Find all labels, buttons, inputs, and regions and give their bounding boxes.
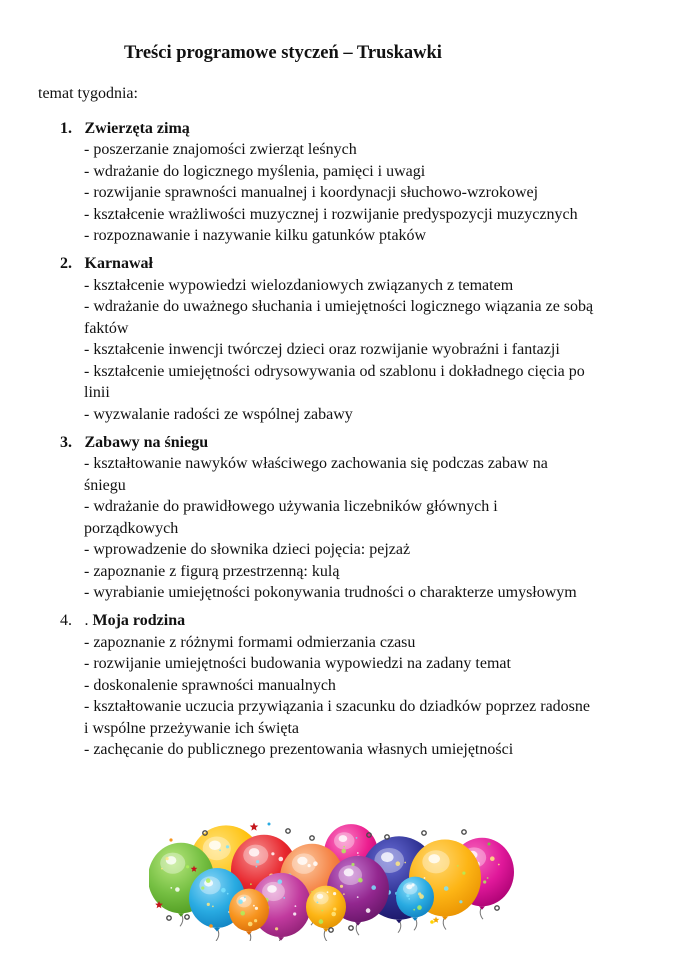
program-item-line: - wprowadzenie do słownika dzieci pojęcia: pejzaż — [84, 541, 411, 558]
sparkle-dot — [459, 900, 462, 903]
sparkle-dot — [244, 896, 246, 898]
section-number: 3. — [60, 433, 72, 451]
sparkle-dot — [444, 886, 449, 891]
section-heading-text: Moja rodzina — [92, 612, 186, 629]
sparkle-dot — [396, 861, 401, 866]
sparkle-dot — [404, 862, 406, 864]
program-section-4 — [0, 610, 673, 761]
program-item-line: - wyzwalanie radości ze wspólnej zabawy — [84, 405, 353, 423]
sparkle-dot — [333, 892, 336, 895]
sparkle-dot — [333, 908, 336, 911]
program-item-line: - rozpoznawanie i nazywanie kilku gatunków ptaków — [84, 227, 427, 244]
section-heading-line — [0, 118, 673, 140]
confetti-donut — [286, 829, 290, 833]
section-heading-text: Zabawy na śniegu — [84, 433, 209, 451]
confetti-dot — [430, 920, 434, 924]
confetti-donut — [167, 916, 171, 920]
program-item-line: - kształcenie umiejętności odrysowywania od szablonu i dokładnego cięcia po — [84, 362, 585, 380]
sparkle-dot — [201, 886, 204, 889]
section-number: 2. — [60, 255, 72, 272]
balloon-gold-small — [306, 886, 346, 941]
sparkle-dot — [254, 919, 257, 922]
balloon-cyan-small — [396, 877, 434, 931]
program-item-line: - zachęcanie do publicznego prezentowania własnych umiejętności — [84, 741, 514, 758]
program-item-line: - kształcenie wypowiedzi wielozdaniowych związanych z tematem — [84, 276, 514, 294]
sparkle-dot — [212, 906, 214, 908]
sparkle-dot — [253, 905, 255, 907]
section-heading-text: Zwierzęta zimą — [84, 119, 190, 137]
sparkle-dot — [424, 877, 426, 879]
program-item-line: - wdrażanie do logicznego myślenia, pamięci i uwagi — [84, 162, 426, 180]
program-sections — [0, 118, 673, 761]
week-topic-label: temat tygodnia: — [38, 85, 138, 102]
program-item-line: - wdrażanie do uważnego słuchania i umiejętności logicznego wiązania ze sobą — [84, 298, 594, 315]
sparkle-dot — [186, 865, 189, 868]
sparkle-dot — [441, 868, 443, 870]
program-item-line: śniegu — [84, 476, 126, 494]
program-item-line: - doskonalenie sprawności manualnych — [84, 676, 336, 694]
sparkle-dot — [240, 911, 245, 916]
program-item-line: - poszerzanie znajomości zwierząt leśnych — [84, 141, 357, 158]
sparkle-dot — [351, 863, 354, 866]
sparkle-dot — [357, 896, 359, 898]
sparkle-dot — [206, 878, 211, 883]
program-item-line: linii — [84, 384, 110, 401]
sparkle-dot — [313, 861, 318, 866]
confetti-donut — [310, 836, 314, 840]
sparkle-dot — [250, 883, 252, 885]
sparkle-dot — [327, 891, 329, 893]
sparkle-dot — [256, 866, 258, 868]
sparkle-dot — [356, 837, 358, 839]
confetti-donut — [495, 906, 499, 910]
program-item-line: - zapoznanie z różnymi formami odmierzania czasu — [84, 633, 416, 651]
section-heading-line — [0, 610, 673, 632]
sparkle-dot — [248, 922, 253, 927]
sparkle-dot — [408, 898, 410, 900]
confetti-dot — [169, 838, 172, 841]
sparkle-dot — [226, 845, 229, 848]
sparkle-dot — [366, 908, 371, 913]
confetti-donut — [185, 915, 189, 919]
program-section-1 — [0, 118, 673, 247]
sparkle-dot — [462, 872, 465, 875]
document-page — [0, 41, 673, 761]
confetti-star — [250, 823, 259, 831]
sparkle-dot — [319, 919, 324, 924]
sparkle-dot — [413, 909, 415, 911]
sparkle-dot — [317, 902, 319, 904]
sparkle-dot — [457, 865, 459, 867]
section-number: 1. — [60, 119, 72, 137]
confetti-donut — [329, 928, 333, 932]
confetti-dot — [209, 924, 213, 928]
sparkle-dot — [278, 879, 283, 884]
sparkle-dot — [271, 852, 274, 855]
section-heading-line — [0, 432, 673, 454]
confetti-donut — [385, 835, 389, 839]
sparkle-dot — [175, 887, 180, 892]
sparkle-dot — [343, 846, 345, 848]
sparkle-dot — [170, 887, 172, 889]
sparkle-dot — [221, 888, 226, 893]
sparkle-dot — [419, 894, 424, 899]
sparkle-dot — [308, 864, 311, 867]
sparkle-dot — [357, 852, 359, 854]
sparkle-dot — [295, 905, 297, 907]
sparkle-dot — [238, 899, 243, 904]
sparkle-dot — [417, 905, 422, 910]
confetti-dot — [268, 823, 271, 826]
sparkle-dot — [279, 857, 284, 862]
program-section-3 — [0, 432, 673, 604]
sparkle-dot — [498, 864, 500, 866]
sparkle-dot — [341, 849, 346, 854]
program-item-line: faktów — [84, 319, 129, 337]
sparkle-dot — [343, 893, 345, 895]
sparkle-dot — [483, 880, 486, 883]
sparkle-dot — [487, 877, 489, 879]
program-item-line: - wdrażanie do prawidłowego używania liczebników głównych i — [84, 498, 498, 515]
sparkle-dot — [411, 883, 414, 886]
sparkle-dot — [293, 912, 296, 915]
program-item-line: - kształcenie inwencji twórczej dzieci oraz rozwijanie wyobraźni i fantazji — [84, 341, 560, 358]
sparkle-dot — [219, 849, 221, 851]
sparkle-dot — [371, 885, 376, 890]
program-item-line: i wspólne przeżywanie ich święta — [84, 719, 300, 737]
confetti-dot — [488, 843, 491, 846]
sparkle-dot — [490, 856, 495, 861]
sparkle-dot — [207, 903, 210, 906]
sparkle-dot — [283, 897, 285, 899]
program-item-line: - kształcenie wrażliwości muzycznej i rozwijanie predyspozycji muzycznych — [84, 205, 578, 223]
page-title: Treści programowe styczeń – Truskawki — [124, 43, 442, 63]
program-item-line: - kształtowanie nawyków właściwego zachowania się podczas zabaw na — [84, 455, 548, 472]
program-item-line: - wyrabianie umiejętności pokonywania trudności o charakterze umysłowym — [84, 584, 577, 601]
sparkle-dot — [321, 910, 323, 912]
program-item-line: - rozwijanie sprawności manualnej i koordynacji słuchowo-wzrokowej — [84, 184, 539, 201]
sparkle-dot — [166, 857, 169, 860]
program-item-line: porządkowych — [84, 519, 179, 537]
confetti-donut — [422, 831, 426, 835]
program-section-2 — [0, 253, 673, 425]
sparkle-dot — [406, 894, 409, 897]
section-number: 4. — [60, 612, 72, 629]
sparkle-dot — [256, 860, 259, 863]
program-item-line: - zapoznanie z figurą przestrzenną: kulą — [84, 562, 340, 580]
program-item-line: - kształtowanie uczucia przywiązania i szacunku do dziadków poprzez radosne — [84, 698, 590, 715]
section-heading-text: Karnawał — [84, 255, 153, 272]
sparkle-dot — [340, 885, 343, 888]
confetti-donut — [349, 926, 353, 930]
section-heading-line — [0, 253, 673, 275]
balloon-orange-small — [229, 889, 269, 941]
program-item-line: - rozwijanie umiejętności budowania wypowiedzi na zadany temat — [84, 655, 511, 672]
sparkle-dot — [358, 878, 363, 883]
sparkle-dot — [255, 907, 258, 910]
confetti-donut — [462, 830, 466, 834]
sparkle-dot — [331, 912, 336, 917]
sparkle-dot — [161, 868, 163, 870]
balloons-illustration — [149, 816, 514, 941]
sparkle-dot — [227, 893, 229, 895]
section-heading-prefix: . — [84, 612, 93, 629]
